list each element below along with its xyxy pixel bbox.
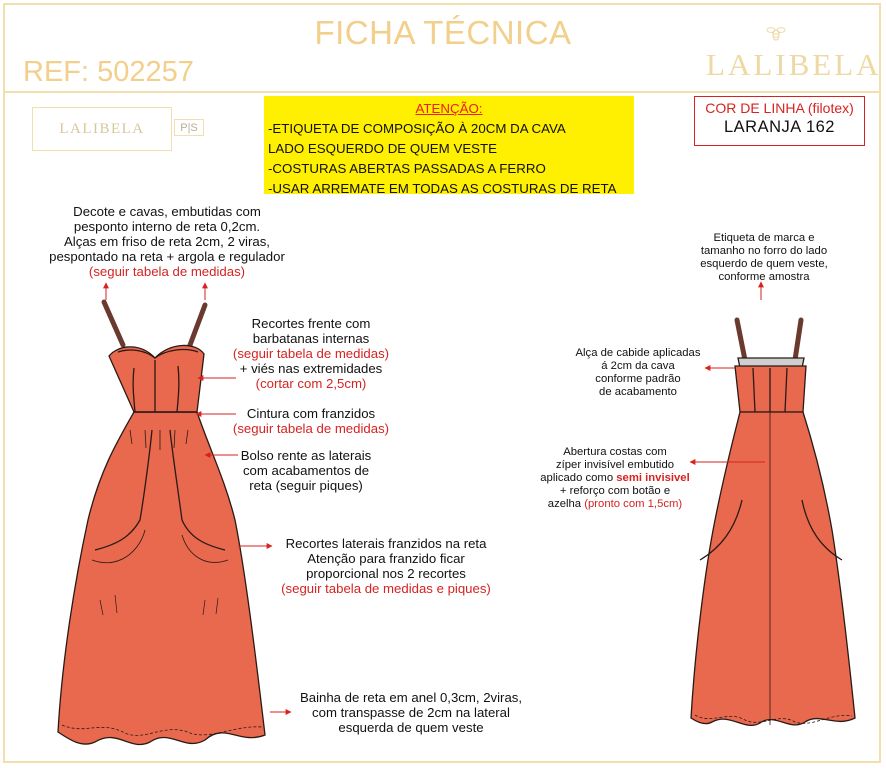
note-neckline: Decote e cavas, embutidas com pesponto interno de reta 0,2cm. Alças em friso de reta 2cm, 2 viras, pespontado na reta + argola e regulador (seguir tabela de medidas) [49, 204, 285, 279]
back-dress-drawing [691, 320, 855, 725]
attention-line: -ETIQUETA DE COMPOSIÇÃO À 20CM DA CAVA [268, 121, 566, 136]
note-hem: Bainha de reta em anel 0,3cm, 2viras, com transpasse de 2cm na lateral esquerda de quem veste [299, 690, 523, 735]
note-back-zipper: Abertura costas com zíper invisível embutido aplicado como semi invisivel + reforço com botão e azelha (pronto com 1,5cm) [540, 446, 690, 510]
reference-number: REF: 502257 [23, 56, 194, 88]
note-side-panels: Recortes laterais franzidos na reta Atenção para franzido ficar proporcional nos 2 recortes (seguir tabela de medidas e piques) [281, 536, 491, 596]
note-brand-tag: Etiqueta de marca e tamanho no forro do lado esquerdo de quem veste, conforme amostra [700, 232, 828, 283]
thread-color-title: COR DE LINHA (filotex) [705, 100, 854, 116]
brand-logo: LALIBELA [706, 47, 882, 82]
note-front-panels: Recortes frente com barbatanas internas (seguir tabela de medidas) + viés nas extremidades (cortar com 2,5cm) [232, 316, 390, 391]
note-hanger-loop: Alça de cabide aplicadas á 2cm da cava conforme padrão de acabamento [575, 347, 701, 398]
attention-line: -USAR ARREMATE EM TODAS AS COSTURAS DE RETA [268, 181, 617, 196]
attention-title: ATENÇÃO: [415, 101, 483, 116]
attention-line: -COSTURAS ABERTAS PASSADAS A FERRO [268, 161, 546, 176]
note-pocket: Bolso rente as laterais com acabamentos de reta (seguir piques) [240, 448, 372, 493]
note-waist: Cintura com franzidos (seguir tabela de medidas) [232, 406, 390, 436]
page-title: FICHA TÉCNICA [314, 14, 572, 51]
thread-color-value: LARANJA 162 [724, 118, 835, 136]
size-label: P|S [174, 119, 204, 136]
attention-line: LADO ESQUERDO DE QUEM VESTE [268, 141, 498, 156]
brand-label: LALIBELA [32, 107, 172, 151]
